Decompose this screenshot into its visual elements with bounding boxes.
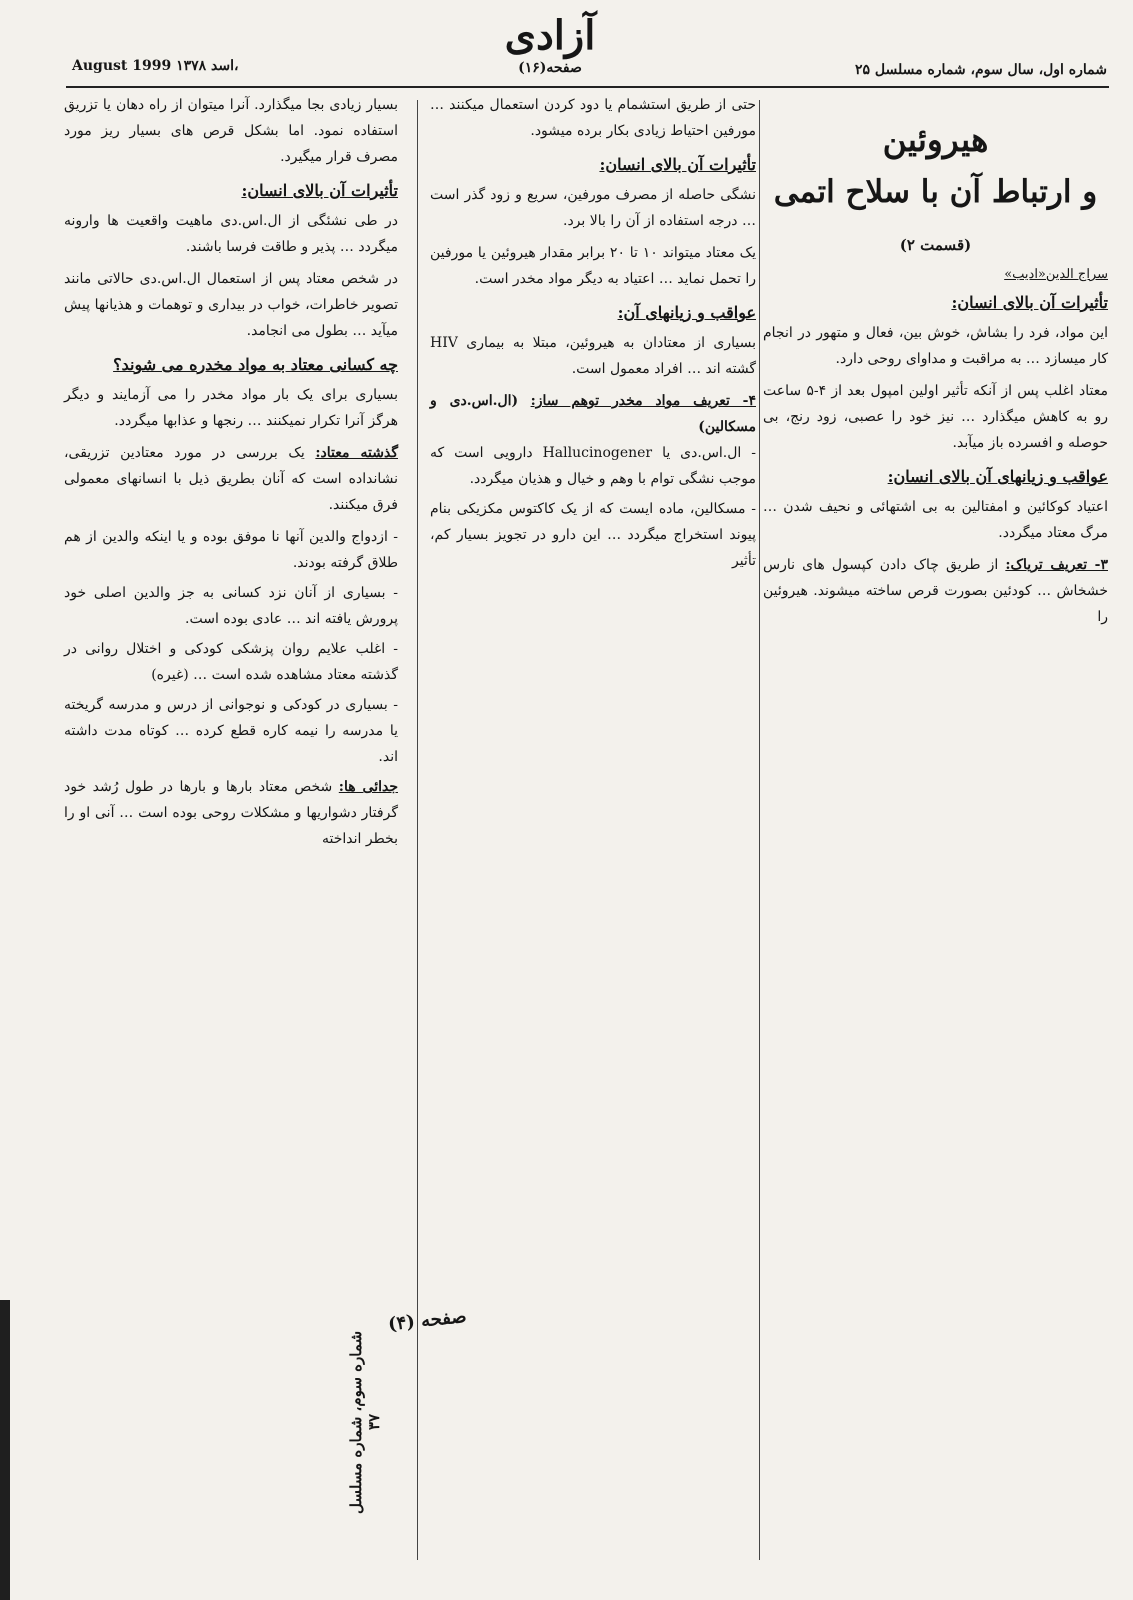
- section-heading-suffix: (ال.اس.دی و مسکالین): [430, 393, 756, 435]
- section-heading: چه کسانی معتاد به مواد مخدره می شوند؟: [113, 355, 398, 374]
- issue-date-persian: اسد ۱۳۷۸،: [176, 58, 239, 74]
- section-heading: تأثیرات آن بالای انسان:: [241, 181, 398, 200]
- binding-edge: [0, 1300, 10, 1600]
- section-heading: عواقب و زیانهای آن:: [617, 303, 756, 322]
- article-title: هیروئین: [882, 120, 989, 159]
- paragraph: بسیار زیادی بجا میگذارد. آنرا میتوان از راه دهان یا تزریق استفاده نمود. اما بشکل قرص های بسیار ریز مورد مصرف قرار میگیرد.: [64, 97, 398, 165]
- section-heading: ۴- تعریف مواد مخدر توهم ساز:: [530, 393, 756, 409]
- paragraph: حتی از طریق استشمام یا دود کردن استعمال میکنند … مورفین احتیاط زیادی بکار برده میشود.: [430, 97, 756, 139]
- list-item: - مسکالین، ماده ایست که از یک کاکتوس مکزیکی بنام پیوند استخراج میگردد … این دارو در تجویز بسیار کم، تأثیر: [430, 501, 756, 569]
- list-item: - ال.اس.دی یا Hallucinogener دارویی است که موجب نشگی توام با وهم و خیال و هذیان میگردد.: [430, 445, 756, 487]
- paragraph: [64, 774, 398, 852]
- section-heading: ۳- تعریف تریاک:: [1005, 557, 1108, 573]
- section-heading: جدائی ها:: [338, 779, 398, 795]
- section-heading: گذشته معتاد:: [315, 445, 398, 461]
- column-left: [64, 92, 398, 858]
- paragraph-text: یک بررسی در مورد معتادین تزریقی، نشانداده است که آنان بطریق ذیل با انسانهای معمولی فرق میکنند.: [64, 445, 398, 513]
- article-author: سراج الدین«ادیب»: [1004, 267, 1108, 282]
- list-item: - ازدواج والدین آنها نا موفق بوده و یا اینکه والدین از هم طلاق گرفته بودند.: [64, 529, 398, 571]
- header-rule: [66, 86, 1109, 88]
- section-heading: تأثیرات آن بالای انسان:: [599, 155, 756, 174]
- handwritten-page-number: صفحه (۴): [387, 1305, 468, 1336]
- paragraph: در شخص معتاد پس از استعمال ال.اس.دی حالاتی مانند تصویر خاطرات، خواب در بیداری و توهمات و هذیانها پیش میآید … بطول می انجامد.: [64, 271, 398, 339]
- column-divider: [759, 100, 760, 1560]
- paragraph: در طی نشئگی از ال.اس.دی ماهیت واقعیت ها وارونه میگردد … پذیر و طاقت فرسا باشند.: [64, 213, 398, 255]
- paragraph: [763, 552, 1108, 630]
- section-heading: تأثیرات آن بالای انسان:: [951, 293, 1108, 312]
- issue-date-english: August 1999: [72, 58, 172, 74]
- masthead-title: آزادی: [504, 12, 596, 59]
- article-part: (قسمت ۲): [899, 236, 972, 254]
- list-item: - اغلب علایم روان پزشکی کودکی و اختلال روانی در گذشته معتاد مشاهده شده است … (غیره): [64, 641, 398, 683]
- column-middle: [430, 92, 756, 578]
- paragraph: بسیاری از معتادان به هیروئین، مبتلا به بیماری HIV گشته اند … افراد معمول است.: [430, 335, 756, 377]
- paragraph: [64, 440, 398, 518]
- paragraph: این مواد، فرد را بشاش، خوش بین، فعال و متهور در انجام کار میسازد … به مراقبت و مداوای روحی دارد.: [763, 325, 1108, 367]
- paragraph-text: شخص معتاد بارها و بارها در طول رُشد خود گرفتار دشواریها و مشکلات روحی بوده است … آنی او را بخطر انداخته: [64, 779, 398, 847]
- list-item: - بسیاری از آنان نزد کسانی به جز والدین اصلی خود پرورش یافته اند … عادی بوده است.: [64, 585, 398, 627]
- issue-info: شماره اول، سال سوم، شماره مسلسل ۲۵: [854, 62, 1107, 78]
- article-subtitle: و ارتباط آن با سلاح اتمی: [773, 174, 1098, 210]
- paragraph-text: از طریق چاک دادن کپسول های نارس خشخاش … کودئین بصورت قرص ساخته میشوند. هیروئین را: [763, 557, 1108, 625]
- paragraph: نشگی حاصله از مصرف مورفین، سریع و زود گذر است … درجه استفاده از آن را بالا برد.: [430, 187, 756, 229]
- paragraph: معتاد اغلب پس از آنکه تأثیر اولین امپول بعد از ۴-۵ ساعت رو به کاهش میگذارد … نیز خود را عصبی، زود رنج، بی حوصله و افسرده باز میآبد.: [763, 383, 1109, 451]
- column-divider: [417, 100, 418, 1560]
- section-heading-row: [430, 388, 756, 440]
- paragraph: یک معتاد میتواند ۱۰ تا ۲۰ برابر مقدار هیروئین یا مورفین را تحمل نماید … اعتیاد به دیگر مواد مخدر است.: [430, 245, 757, 287]
- vertical-issue-stamp: شماره سوم، شماره مسلسل ۳۷: [347, 1330, 383, 1514]
- paragraph: بسیاری برای یک بار مواد مخدر را می آزمایند و دیگر هرگز آنرا تکرار نمیکنند … رنجها و عذابها میگردد.: [64, 387, 398, 429]
- paragraph: اعتیاد کوکائین و امفتالین به بی اشتهائی و نحیف شدن … مرگ معتاد میگردد.: [763, 499, 1108, 541]
- section-heading: عواقب و زیانهای آن بالای انسان:: [887, 467, 1108, 486]
- column-right: [763, 96, 1108, 636]
- list-item: - بسیاری در کودکی و نوجوانی از درس و مدرسه گریخته یا مدرسه را نیمه کاره قطع کرده … کوتاه مدت داشته اند.: [64, 697, 398, 765]
- page-number: صفحه(۱۶): [518, 60, 582, 76]
- issue-date: [72, 58, 239, 74]
